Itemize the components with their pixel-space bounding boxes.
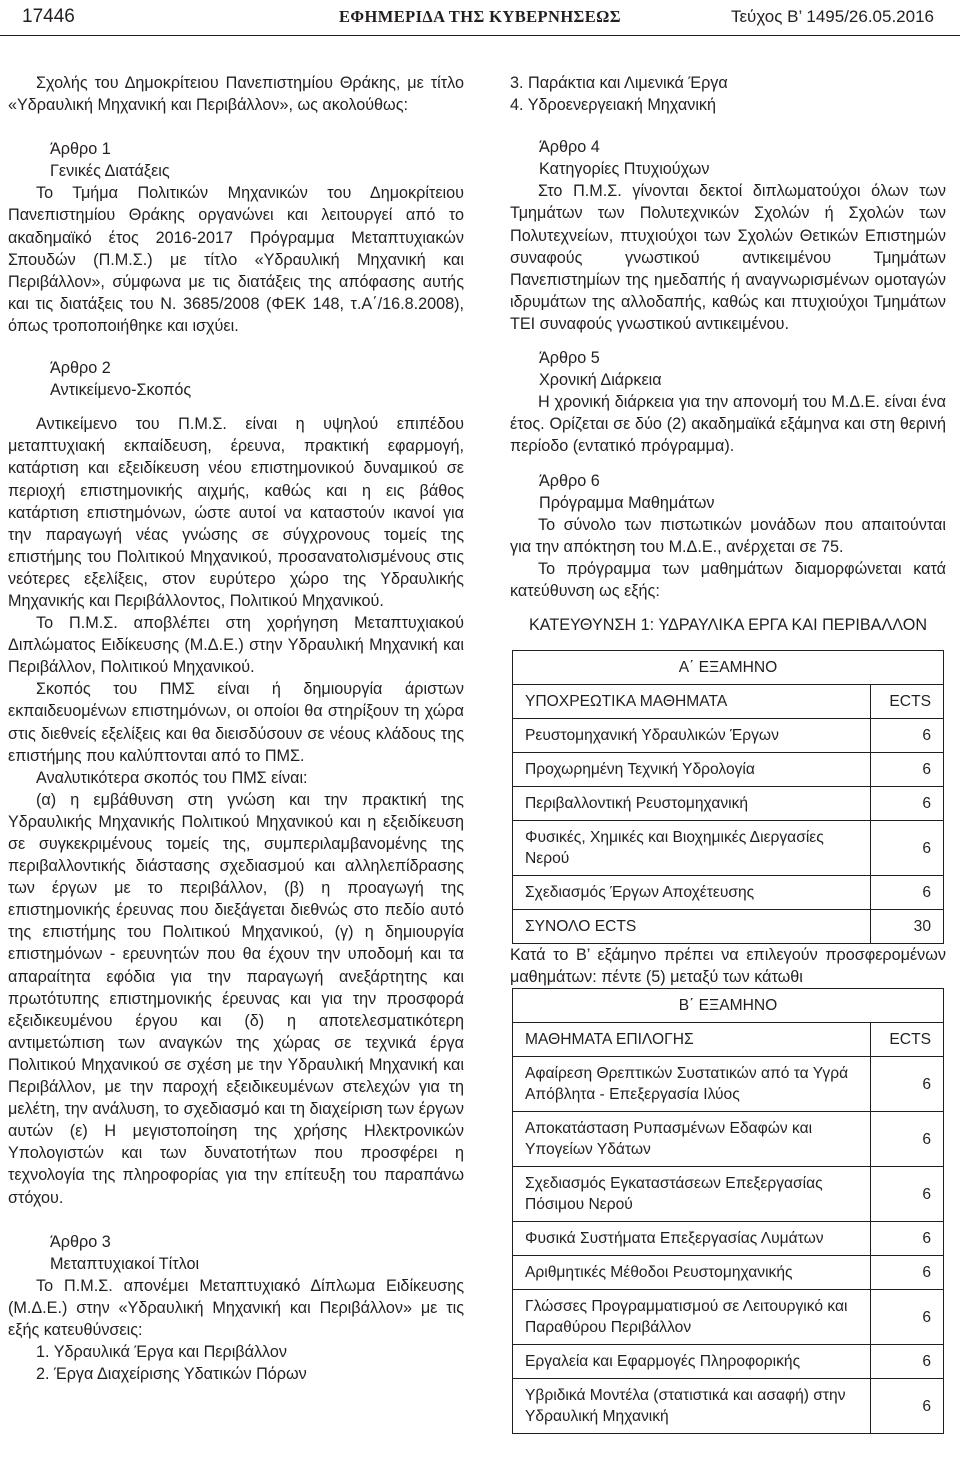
- semester-title: Α΄ ΕΞΑΜΗΝΟ: [513, 651, 944, 685]
- article-4-text: Στο Π.Μ.Σ. γίνονται δεκτοί διπλωματούχοι όλων των Τμημάτων των Πολυτεχνικών Σχολών ή Σχολών των Πολυτεχνείων, πτυχιούχοι των Σχολών Θετικών Επιστημών συναφούς γνωστικού αντικειμένου Τμημάτων Πανεπιστημίων της ημεδαπής ή αναγνωρισμένων ομοταγών ιδρυμάτων της αλλοδαπής, καθώς και πτυχιούχοι Τμημάτων ΤΕΙ συναφούς γνωστικού αντικειμένου.: [510, 182, 946, 333]
- list-item: 2. Έργα Διαχείρισης Υδατικών Πόρων: [36, 1365, 307, 1384]
- course-name: Αφαίρεση Θρεπτικών Συστατικών από τα Υγρά Απόβλητα - Επεξεργασία Ιλύος: [513, 1057, 871, 1112]
- table-row: [513, 719, 944, 753]
- course-ects: 6: [871, 787, 944, 821]
- course-name: Φυσικά Συστήματα Επεξεργασίας Λυμάτων: [513, 1222, 871, 1256]
- table-row: [513, 1290, 944, 1345]
- total-row: [513, 910, 944, 944]
- table-row: [513, 989, 944, 1023]
- course-name: Αριθμητικές Μέθοδοι Ρευστομηχανικής: [513, 1256, 871, 1290]
- total-label: ΣΥΝΟΛΟ ECTS: [513, 910, 871, 944]
- table-row: [513, 1379, 944, 1434]
- course-ects: 6: [871, 821, 944, 876]
- table-row: [513, 821, 944, 876]
- page-header: [0, 0, 960, 34]
- course-ects: 6: [871, 1112, 944, 1167]
- table-row: [513, 753, 944, 787]
- article-2-paragraph: Αναλυτικότερα σκοπός του ΠΜΣ είναι:: [36, 768, 308, 787]
- course-ects: 6: [871, 1379, 944, 1434]
- semester-b-note: Κατά το Β’ εξάμηνο πρέπει να επιλεγούν προσφερομένων μαθημάτων: πέντε (5) μεταξύ των κάτωθι: [510, 946, 946, 987]
- table-row: [513, 651, 944, 685]
- gazette-title: ΕΦΗΜΕΡΙΔΑ ΤΗΣ ΚΥΒΕΡΝΗΣΕΩΣ: [339, 7, 621, 26]
- article-2-subtitle: Αντικείμενο-Σκοπός: [50, 381, 192, 400]
- article-5-title: Άρθρο 5: [539, 349, 600, 368]
- table-row: [513, 876, 944, 910]
- page-number: 17446: [22, 6, 75, 27]
- intro-paragraph: Σχολής του Δημοκρίτειου Πανεπιστημίου Θράκης, με τίτλο «Υδραυλική Μηχανική και Περιβάλλον», ως ακολούθως:: [8, 74, 464, 115]
- course-ects: 6: [871, 1256, 944, 1290]
- article-2-paragraph: Σκοπός του ΠΜΣ είναι ή δημιουργία άριστων εκπαιδευομένων επιστημόνων, οι οποίοι θα στηρίξουν τη χώρα στις διεθνείς εξελίξεις και θα διεισδύσουν σε νέους κλάδους της επιστήμης που καλύπτονται από το ΠΜΣ.: [8, 680, 464, 765]
- course-name: Φυσικές, Χημικές και Βιοχημικές Διεργασίες Νερού: [513, 821, 871, 876]
- article-3-title: Άρθρο 3: [50, 1232, 111, 1251]
- article-1-title: Άρθρο 1: [50, 140, 111, 159]
- course-ects: 6: [871, 1222, 944, 1256]
- direction-heading: ΚΑΤΕΥΘΥΝΣΗ 1: ΥΔΡΑΥΛΙΚΑ ΕΡΓΑ ΚΑΙ ΠΕΡΙΒΑΛΛΟΝ: [528, 616, 928, 635]
- article-2-paragraph: (α) η εμβάθυνση στη γνώση και την πρακτική της Υδραυλικής Μηχανικής Πολιτικού Μηχανικού και η εξειδίκευση σε συγκεκριμένους τομείς της, συμπεριλαμβανομένης της περιβαλλοντικής διάστασης σχεδιασμού και αλληλεπίδρασης των έργων με το περιβάλλον, (β) η προαγωγή της επιστημονικής έρευνας που διεξάγεται διεθνώς στο πεδίο αυτό της επιστήμης του Πολιτικού Μηχανικού, (γ) η δημιουργία επιστημόνων - ερευνητών που θα έχουν την υποδομή και τα απαραίτητα εφόδια για την παραγωγή ανεξάρτητης και πρωτότυπης επιστημονικής έρευνας και για την προσφορά εξειδικευμένου έργου και (δ) η αποτελεσματικότερη αντιμετώπιση των αναγκών της χώρας σε τεχνικά έργα Πολιτικού Μηχανικού σε σχέση με την Υδραυλική Μηχανική και Περιβάλλον, με την παροχή εξειδικευμένων στελεχών για τη μελέτη, την ανάλυση, το σχεδιασμό και τη διαχείριση των έργων αυτών (ε) Η μεγιστοποίηση της χρήσης Ηλεκτρονικών Υπολογιστών και των δυνατοτήτων που προσφέρει η τεχνολογία της πληροφορίας για την επίτευξη του παραπάνω στόχου.: [8, 790, 464, 1207]
- table-row: [513, 1112, 944, 1167]
- article-4-subtitle: Κατηγορίες Πτυχιούχων: [539, 160, 710, 179]
- column-header: ECTS: [871, 685, 944, 719]
- column-header: ΜΑΘΗΜΑΤΑ ΕΠΙΛΟΓΗΣ: [513, 1023, 871, 1057]
- course-ects: 6: [871, 753, 944, 787]
- course-name: Περιβαλλοντική Ρευστομηχανική: [513, 787, 871, 821]
- right-column: [510, 72, 946, 1434]
- course-name: Σχεδιασμός Έργων Αποχέτευσης: [513, 876, 871, 910]
- column-header: ECTS: [871, 1023, 944, 1057]
- course-ects: 6: [871, 1167, 944, 1222]
- table-header-row: [513, 685, 944, 719]
- course-name: Σχεδιασμός Εγκαταστάσεων Επεξεργασίας Πόσιμου Νερού: [513, 1167, 871, 1222]
- semester-b-table: [512, 988, 944, 1434]
- list-item: 1. Υδραυλικά Έργα και Περιβάλλον: [36, 1343, 287, 1362]
- issue-reference: Τεύχος Β’ 1495/26.05.2016: [730, 7, 934, 26]
- article-3-text: Το Π.Μ.Σ. απονέμει Μεταπτυχιακό Δίπλωμα Ειδίκευσης (Μ.Δ.Ε.) στην «Υδραυλική Μηχανική και Περιβάλλον» με τις εξής κατευθύνσεις:: [8, 1276, 464, 1339]
- course-ects: 6: [871, 1345, 944, 1379]
- course-ects: 6: [871, 719, 944, 753]
- article-4-title: Άρθρο 4: [539, 138, 600, 157]
- course-name: Ρευστομηχανική Υδραυλικών Έργων: [513, 719, 871, 753]
- article-6-paragraph: Το σύνολο των πιστωτικών μονάδων που απαιτούνται για την απόκτηση του Μ.Δ.Ε., ανέρχεται σε 75.: [510, 515, 946, 556]
- course-name: Γλώσσες Προγραμματισμού σε Λειτουργικό και Παραθύρου Περιβάλλον: [513, 1290, 871, 1345]
- table-header-row: [513, 1023, 944, 1057]
- article-1-text: Το Τμήμα Πολιτικών Μηχανικών του Δημοκρίτειου Πανεπιστημίου Θράκης οργανώνει και λειτουργεί από το ακαδημαϊκό έτος 2016-2017 Πρόγραμμα Μεταπτυχιακών Σπουδών (Π.Μ.Σ.) με τίτλο «Υδραυλική Μηχανική και Περιβάλλον», σύμφωνα με τις διατάξεις της απόφασης αυτής και τις διατάξεις του Ν. 3685/2008 (ΦΕΚ 148, τ.Α΄/16.8.2008), όπως τροποποιήθηκε και ισχύει.: [8, 184, 464, 335]
- header-rule: [0, 35, 960, 36]
- list-item: 4. Υδροενεργειακή Μηχανική: [510, 96, 717, 115]
- course-ects: 6: [871, 876, 944, 910]
- article-2-paragraph: Το Π.Μ.Σ. αποβλέπει στη χορήγηση Μεταπτυχιακού Διπλώματος Ειδίκευσης (Μ.Δ.Ε.) στην Υδραυλική Μηχανική και Περιβάλλον, Πολιτικού Μηχανικού.: [8, 614, 464, 677]
- course-ects: 6: [871, 1057, 944, 1112]
- article-5-text: Η χρονική διάρκεια για την απονομή του Μ.Δ.Ε. είναι ένα έτος. Ορίζεται σε δύο (2) ακαδημαϊκά εξάμηνα και στη θερινή περίοδο (εντατικό πρόγραμμα).: [510, 393, 946, 456]
- semester-title: Β΄ ΕΞΑΜΗΝΟ: [513, 989, 944, 1023]
- table-row: [513, 1167, 944, 1222]
- article-2-title: Άρθρο 2: [50, 359, 111, 378]
- course-name: Εργαλεία και Εφαρμογές Πληροφορικής: [513, 1345, 871, 1379]
- table-row: [513, 787, 944, 821]
- table-row: [513, 1057, 944, 1112]
- table-row: [513, 1345, 944, 1379]
- semester-a-table: [512, 650, 944, 944]
- course-name: Προχωρημένη Τεχνική Υδρολογία: [513, 753, 871, 787]
- left-column: [8, 72, 464, 1385]
- table-row: [513, 1222, 944, 1256]
- article-2-paragraph: Αντικείμενο του Π.Μ.Σ. είναι η υψηλού επιπέδου μεταπτυχιακή εκπαίδευση, έρευνα, πρακτική εφαρμογή, κατάρτιση και εξειδίκευση νέου επιστημονικού δυναμικού σε περιοχή επιστημονικής αιχμής, καθώς και η εις βάθος κατάρτιση επιστημόνων, ώστε αυτοί να καταστούν ικανοί για την παραγωγή νέας γνώσης σε σύγχρονους τομείς της επιστήμης του Πολιτικού Μηχανικού, προσανατολισμένους στις νεότερες εξελίξεις, στον ευρύτερο χώρο της Υδραυλικής Μηχανικής και Περιβάλλοντος, Πολιτικού Μηχανικού.: [8, 415, 464, 610]
- course-name: Υβριδικά Μοντέλα (στατιστικά και ασαφή) στην Υδραυλική Μηχανική: [513, 1379, 871, 1434]
- article-6-subtitle: Πρόγραμμα Μαθημάτων: [539, 493, 715, 512]
- column-header: ΥΠΟΧΡΕΩΤΙΚΑ ΜΑΘΗΜΑΤΑ: [513, 685, 871, 719]
- article-1-subtitle: Γενικές Διατάξεις: [50, 162, 170, 181]
- article-6-title: Άρθρο 6: [539, 471, 600, 490]
- course-ects: 6: [871, 1290, 944, 1345]
- course-name: Αποκατάσταση Ρυπασμένων Εδαφών και Υπογείων Υδάτων: [513, 1112, 871, 1167]
- table-row: [513, 1256, 944, 1290]
- total-value: 30: [871, 910, 944, 944]
- article-6-paragraph: Το πρόγραμμα των μαθημάτων διαμορφώνεται κατά κατεύθυνση ως εξής:: [510, 559, 946, 600]
- article-3-subtitle: Μεταπτυχιακοί Τίτλοι: [50, 1254, 200, 1273]
- article-5-subtitle: Χρονική Διάρκεια: [539, 371, 662, 390]
- list-item: 3. Παράκτια και Λιμενικά Έργα: [510, 74, 728, 92]
